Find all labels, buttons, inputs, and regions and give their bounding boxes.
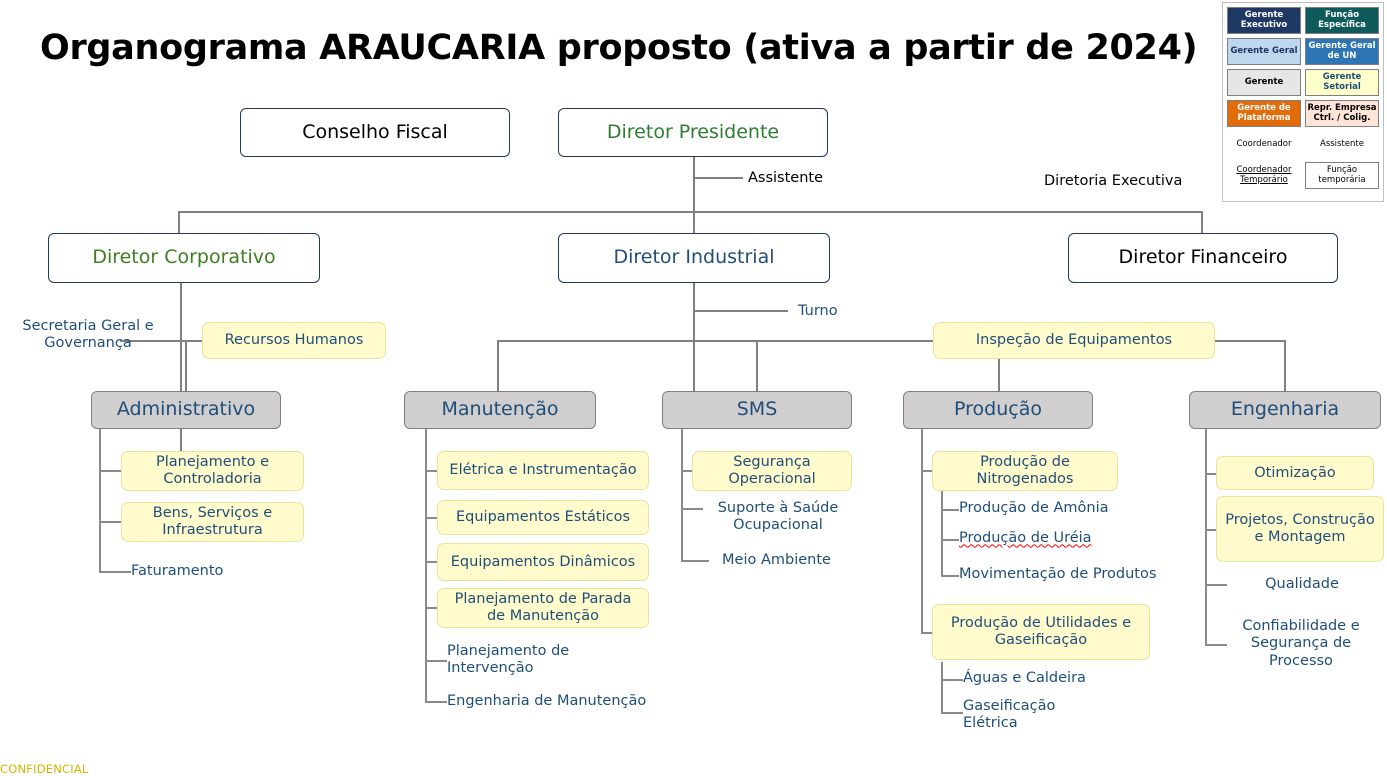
connector-dept-bus xyxy=(497,340,935,342)
legend-repr-empresa: Repr. Empresa Ctrl. / Colig. xyxy=(1305,100,1379,127)
legend-panel xyxy=(1222,2,1384,202)
box-recursos-humanos[interactable] xyxy=(202,322,386,359)
legend-coordenador: Coordenador xyxy=(1227,131,1301,158)
item-prod-6-label: Águas e Caldeira xyxy=(963,670,1086,687)
connector-manut-5 xyxy=(425,660,447,662)
item-eng-2-label: Projetos, Construção e Montagem xyxy=(1225,512,1375,545)
legend-gerente-geral-un: Gerente Geral de UN xyxy=(1305,38,1379,65)
box-inspecao-equipamentos[interactable] xyxy=(933,322,1215,359)
item-manut-2[interactable] xyxy=(437,500,649,535)
connector-sms-up xyxy=(756,340,758,392)
legend-row-3 xyxy=(1227,69,1379,96)
connector-sms-spine xyxy=(681,428,683,560)
connector-prod-sub-2 xyxy=(941,539,959,541)
box-diretor-industrial[interactable] xyxy=(558,233,830,283)
legend-gerente-setorial: Gerente Setorial xyxy=(1305,69,1379,96)
item-admin-2[interactable] xyxy=(121,502,304,542)
box-diretor-corporativo-label: Diretor Corporativo xyxy=(92,246,276,269)
connector-prod-sub2-2 xyxy=(941,712,963,714)
connector-admin-1 xyxy=(99,470,121,472)
item-admin-2-label: Bens, Serviços e Infraestrutura xyxy=(152,505,273,538)
box-diretor-industrial-label: Diretor Industrial xyxy=(613,246,775,269)
item-sms-1[interactable] xyxy=(692,451,852,491)
box-diretor-financeiro-label: Diretor Financeiro xyxy=(1118,246,1288,269)
label-assistente xyxy=(748,168,823,188)
box-diretor-presidente[interactable] xyxy=(558,108,828,157)
box-diretor-financeiro[interactable] xyxy=(1068,233,1338,283)
dept-sms[interactable] xyxy=(662,391,852,429)
connector-prod-sub-spine xyxy=(941,490,943,576)
connector-financeiro-up xyxy=(1201,211,1203,233)
item-admin-1[interactable] xyxy=(121,451,304,491)
connector-eng-3 xyxy=(1205,584,1227,586)
connector-sms-2 xyxy=(681,508,703,510)
connector-prod-spine xyxy=(921,428,923,632)
legend-gerente-plataforma: Gerente de Plataforma xyxy=(1227,100,1301,127)
connector-industrial-down xyxy=(693,283,695,393)
dept-manutencao[interactable] xyxy=(404,391,596,429)
box-recursos-humanos-label: Recursos Humanos xyxy=(224,332,364,349)
item-eng-4-label: Confiabilidade e Segurança de Processo xyxy=(1242,617,1360,669)
connector-manutencao-up xyxy=(497,340,499,392)
label-assistente-text: Assistente xyxy=(748,170,824,186)
connector-prod-sub-1 xyxy=(941,509,959,511)
item-eng-4[interactable] xyxy=(1221,613,1381,675)
connector-directors-bus xyxy=(178,211,1202,213)
item-admin-3-label: Faturamento xyxy=(131,563,224,580)
legend-row-2 xyxy=(1227,38,1379,65)
connector-admin-up xyxy=(185,340,187,392)
connector-assistente xyxy=(693,177,743,179)
connector-corporativo-down xyxy=(180,283,182,465)
box-diretor-corporativo[interactable] xyxy=(48,233,320,283)
label-diretoria-executiva-text: Diretoria Executiva xyxy=(1044,173,1183,189)
item-manut-2-label: Equipamentos Estáticos xyxy=(455,509,631,526)
item-admin-3[interactable] xyxy=(131,561,291,583)
item-prod-7[interactable] xyxy=(963,695,1093,735)
item-prod-1-label: Produção de Nitrogenados xyxy=(976,454,1074,487)
item-prod-6[interactable] xyxy=(963,669,1143,689)
item-prod-3-label: Produção de Uréia xyxy=(959,530,1092,547)
connector-sms-3 xyxy=(681,560,709,562)
box-diretor-presidente-label: Diretor Presidente xyxy=(606,120,780,143)
item-sms-2[interactable] xyxy=(703,497,853,537)
legend-assistente: Assistente xyxy=(1305,131,1379,158)
dept-producao-label: Produção xyxy=(954,398,1042,421)
item-prod-4-label: Movimentação de Produtos xyxy=(959,566,1157,583)
box-conselho-fiscal-label: Conselho Fiscal xyxy=(302,120,448,143)
item-prod-3[interactable] xyxy=(959,529,1159,549)
legend-gerente: Gerente xyxy=(1227,69,1301,96)
confidential-watermark: CONFIDENCIAL xyxy=(0,762,89,776)
item-manut-4-label: Planejamento de Parada de Manutenção xyxy=(454,591,632,624)
connector-prod-sub-3 xyxy=(941,575,959,577)
legend-coordenador-temporario: Coordenador Temporário xyxy=(1227,162,1301,189)
connector-eng-spine xyxy=(1205,428,1207,644)
legend-row-5 xyxy=(1227,131,1379,158)
item-sms-3-label: Meio Ambiente xyxy=(722,552,831,569)
legend-gerente-geral: Gerente Geral xyxy=(1227,38,1301,65)
legend-funcao-temporaria: Função temporária xyxy=(1305,162,1379,189)
legend-row-1 xyxy=(1227,7,1379,34)
box-inspecao-equipamentos-label: Inspeção de Equipamentos xyxy=(975,332,1173,349)
box-conselho-fiscal[interactable] xyxy=(240,108,510,157)
item-prod-7-label: Gaseificação Elétrica xyxy=(963,697,1056,731)
item-sms-1-label: Segurança Operacional xyxy=(728,454,816,487)
legend-row-4 xyxy=(1227,100,1379,127)
connector-admin-spine xyxy=(99,428,101,572)
item-manut-3[interactable] xyxy=(437,543,649,581)
label-diretoria-executiva xyxy=(1044,171,1182,191)
item-eng-3-label: Qualidade xyxy=(1265,576,1339,593)
connector-admin-3 xyxy=(99,571,131,573)
item-eng-1-label: Otimização xyxy=(1254,464,1336,481)
legend-row-6 xyxy=(1227,162,1379,189)
connector-presidente-down xyxy=(693,157,695,217)
page-title: Organograma ARAUCARIA proposto (ativa a partir de 2024) xyxy=(40,28,1198,68)
dept-sms-label: SMS xyxy=(736,398,778,421)
connector-prod-sub2-spine xyxy=(941,662,943,712)
item-manut-3-label: Equipamentos Dinâmicos xyxy=(450,553,636,570)
label-turno-text: Turno xyxy=(798,303,838,319)
connector-engenharia-up xyxy=(1284,340,1286,392)
dept-producao[interactable] xyxy=(903,391,1093,429)
item-manut-5-label: Planejamento de Intervenção xyxy=(447,642,570,676)
dept-manutencao-label: Manutenção xyxy=(441,398,559,421)
item-manut-6-label: Engenharia de Manutenção xyxy=(447,693,647,710)
dept-engenharia-label: Engenharia xyxy=(1230,398,1340,421)
label-turno xyxy=(798,301,838,321)
item-eng-3[interactable] xyxy=(1227,574,1377,596)
connector-prod-sub2-1 xyxy=(941,679,963,681)
item-prod-2-label: Produção de Amônia xyxy=(959,500,1109,517)
item-admin-1-label: Planejamento e Controladoria xyxy=(155,454,269,487)
label-secretaria-geral xyxy=(8,312,168,358)
item-sms-2-label: Suporte à Saúde Ocupacional xyxy=(717,499,839,533)
item-manut-1[interactable] xyxy=(437,451,649,490)
item-prod-4[interactable] xyxy=(959,565,1179,585)
item-prod-5-label: Produção de Utilidades e Gaseificação xyxy=(950,615,1132,648)
item-prod-1[interactable] xyxy=(932,451,1118,491)
item-eng-2[interactable] xyxy=(1216,496,1384,562)
item-manut-4[interactable] xyxy=(437,588,649,628)
item-prod-5[interactable] xyxy=(932,604,1150,660)
item-sms-3[interactable] xyxy=(709,550,844,572)
item-manut-6[interactable] xyxy=(447,691,662,713)
legend-funcao-especifica: Função Específica xyxy=(1305,7,1379,34)
item-manut-1-label: Elétrica e Instrumentação xyxy=(449,462,637,479)
legend-gerente-executivo: Gerente Executivo xyxy=(1227,7,1301,34)
connector-turno xyxy=(693,310,788,312)
connector-admin-2 xyxy=(99,521,121,523)
dept-administrativo-label: Administrativo xyxy=(116,398,256,421)
connector-industrial-up xyxy=(693,211,695,233)
connector-manut-6 xyxy=(425,701,447,703)
item-manut-5[interactable] xyxy=(447,640,647,680)
dept-engenharia[interactable] xyxy=(1189,391,1381,429)
connector-corporativo-up xyxy=(178,211,180,233)
item-prod-2[interactable] xyxy=(959,499,1159,519)
item-eng-1[interactable] xyxy=(1216,456,1374,490)
dept-administrativo[interactable] xyxy=(91,391,281,429)
label-secretaria-geral-text: Secretaria Geral e Governança xyxy=(22,317,154,351)
